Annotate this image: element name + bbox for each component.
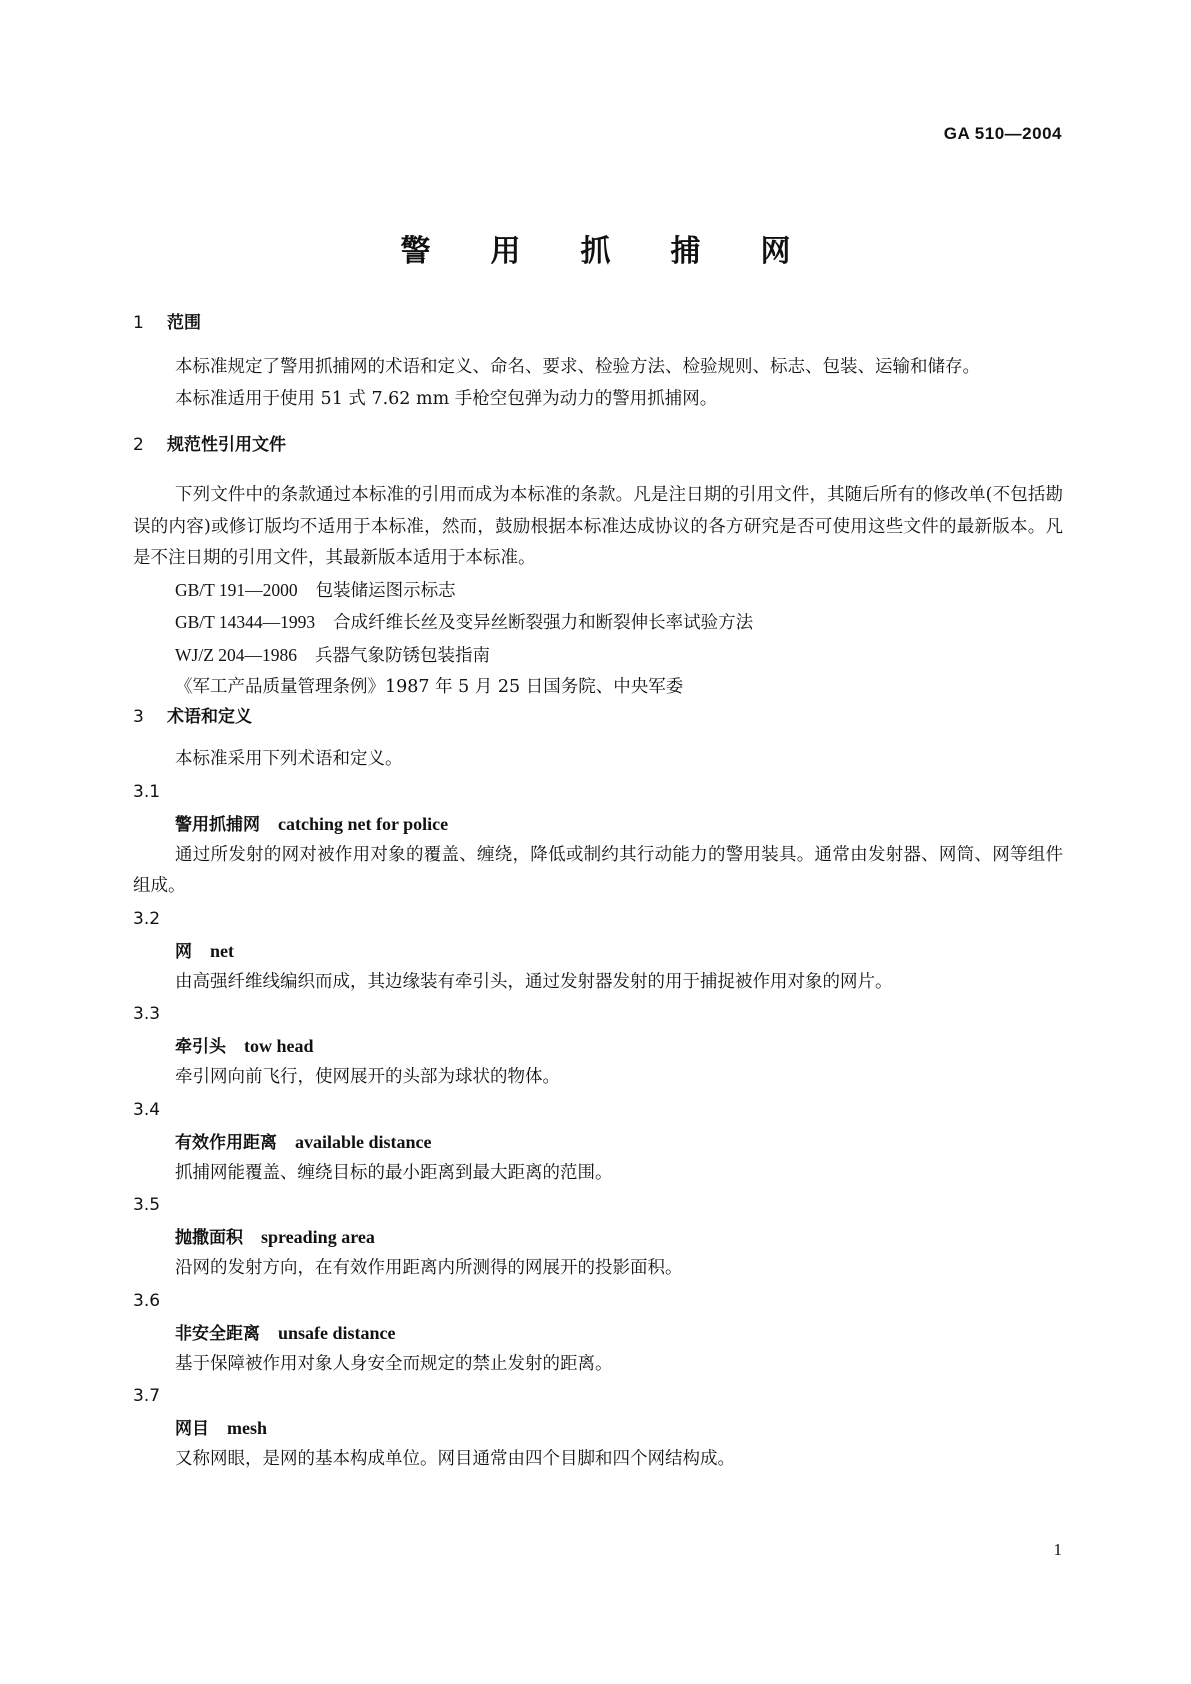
term-definition: 抓捕网能覆盖、缠绕目标的最小距离到最大距离的范围。 xyxy=(175,1162,613,1183)
term-en: tow head xyxy=(244,1036,314,1056)
clause-number: 3.5 xyxy=(133,1195,161,1215)
section-title: 术语和定义 xyxy=(167,707,252,727)
section-terms-definitions xyxy=(133,702,1063,1476)
term-en: unsafe distance xyxy=(278,1322,396,1343)
clause-number: 3.2 xyxy=(133,908,161,929)
clause-number: 3.4 xyxy=(133,1099,161,1120)
term-zh: 网目 xyxy=(175,1419,209,1439)
term-definition: 沿网的发射方向，在有效作用距离内所测得的网展开的投影面积。 xyxy=(175,1258,683,1278)
term-en: available distance xyxy=(295,1131,432,1152)
clause-number: 3.1 xyxy=(133,781,161,802)
term-definition: 基于保障被作用对象人身安全而规定的禁止发射的距离。 xyxy=(175,1353,613,1374)
clause-number: 3.6 xyxy=(133,1290,161,1311)
section-normative-references xyxy=(133,430,1063,704)
reference-item xyxy=(133,607,1063,640)
term-zh: 有效作用距离 xyxy=(175,1132,277,1153)
term-entry xyxy=(133,935,1063,967)
paragraph: 本标准规定了警用抓捕网的术语和定义、命名、要求、检验方法、检验规则、标志、包装、运输和储存。 xyxy=(175,357,980,377)
paragraph: 本标准适用于使用 51 式 7.62 mm 手枪空包弹为动力的警用抓捕网。 xyxy=(175,388,718,409)
section-heading xyxy=(133,430,1063,460)
term-entry xyxy=(133,1221,1063,1253)
section-number: 3 xyxy=(133,707,144,727)
page-number: 1 xyxy=(1053,1540,1062,1559)
term-en: mesh xyxy=(227,1418,267,1438)
section-title: 范围 xyxy=(167,313,201,333)
term-zh: 网 xyxy=(175,941,192,962)
title-char: 网 xyxy=(760,234,791,269)
section-heading xyxy=(133,702,1063,732)
reference-item xyxy=(133,640,1063,673)
term-zh: 牵引头 xyxy=(175,1037,226,1057)
reference-title: 合成纤维长丝及变异丝断裂强力和断裂伸长率试验方法 xyxy=(333,613,754,633)
paragraph: 下列文件中的条款通过本标准的引用而成为本标准的条款。凡是注日期的引用文件，其随后所有的修改单(不包括勘误的内容)或修订版均不适用于本标准，然而，鼓励根据本标准达成协议的各方研究是否可使用这些文件的最新版本。凡是不注日期的引用文件，其最新版本适用于本标准。 xyxy=(133,485,1063,568)
reference-title: 《军工产品质量管理条例》1987 年 5 月 25 日国务院、中央军委 xyxy=(175,677,684,697)
term-en: catching net for police xyxy=(278,813,449,834)
reference-title: 兵器气象防锈包装指南 xyxy=(315,645,491,666)
reference-code: GB/T 14344—1993 xyxy=(175,612,316,632)
reference-title: 包装储运图示标志 xyxy=(315,580,456,601)
section-scope xyxy=(133,308,1063,415)
term-en: net xyxy=(210,940,234,961)
clause-number: 3.7 xyxy=(133,1386,161,1406)
reference-code: GB/T 191—2000 xyxy=(175,579,298,600)
clause-number: 3.3 xyxy=(133,1004,161,1024)
term-definition: 牵引网向前飞行，使网展开的头部为球状的物体。 xyxy=(175,1067,560,1087)
paragraph: 本标准采用下列术语和定义。 xyxy=(175,749,403,769)
term-zh: 警用抓捕网 xyxy=(175,814,260,835)
term-entry xyxy=(133,1317,1063,1349)
reference-code: WJ/Z 204—1986 xyxy=(175,644,298,665)
term-entry xyxy=(133,1412,1063,1444)
document-title xyxy=(0,226,1191,270)
section-heading xyxy=(133,308,1063,338)
term-entry xyxy=(133,808,1063,840)
term-definition: 又称网眼，是网的基本构成单位。网目通常由四个目脚和四个网结构成。 xyxy=(175,1449,735,1469)
document-code: GA 510—2004 xyxy=(943,124,1062,143)
term-entry xyxy=(133,1030,1063,1062)
term-definition: 由高强纤维线编织而成，其边缘装有牵引头，通过发射器发射的用于捕捉被作用对象的网片。 xyxy=(175,971,893,992)
reference-item xyxy=(133,575,1063,608)
term-zh: 非安全距离 xyxy=(175,1323,260,1344)
term-entry xyxy=(133,1126,1063,1158)
section-number: 2 xyxy=(133,435,144,455)
section-title: 规范性引用文件 xyxy=(167,435,286,455)
section-number: 1 xyxy=(133,313,144,333)
title-char: 警 xyxy=(400,234,431,269)
term-zh: 抛撒面积 xyxy=(175,1228,243,1248)
reference-item xyxy=(133,672,1063,704)
term-en: spreading area xyxy=(261,1227,375,1247)
title-char: 抓 xyxy=(580,234,611,269)
title-char: 用 xyxy=(490,234,521,269)
term-definition: 通过所发射的网对被作用对象的覆盖、缠绕，降低或制约其行动能力的警用装具。通常由发射器、网筒、网等组件组成。 xyxy=(133,844,1063,896)
title-char: 捕 xyxy=(670,234,701,269)
